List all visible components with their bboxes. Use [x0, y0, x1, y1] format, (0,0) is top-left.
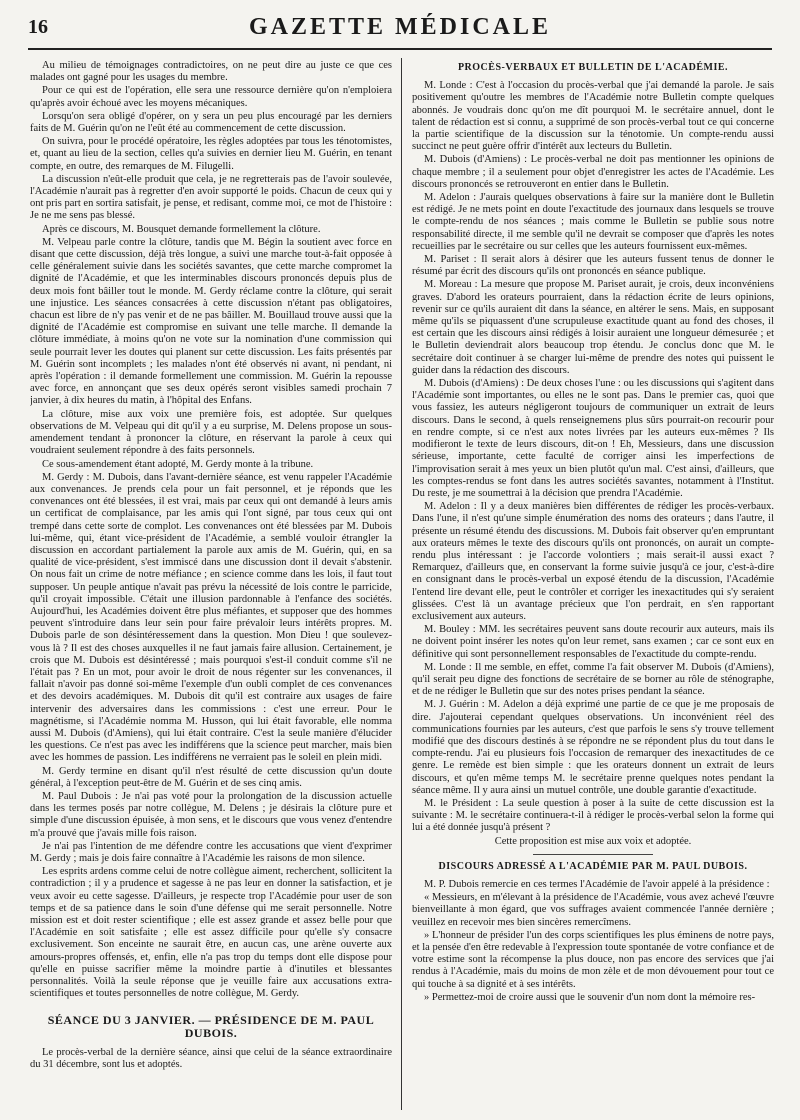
header-rule [28, 48, 772, 50]
paragraph: Je n'ai pas l'intention de me défendre contre les accusations que vient d'exprimer M. Gerdy ; mais je dois faire connaître à l'Académie les raisons de mon silence. [30, 840, 392, 864]
paragraph: » Permettez-moi de croire aussi que le souvenir d'un nom dont la mémoire res- [424, 991, 756, 1003]
page-number: 16 [28, 16, 48, 38]
vote-line: Cette proposition est mise aux voix et adoptée. [494, 835, 692, 847]
paragraph: M. P. Dubois remercie en ces termes l'Académie de l'avoir appelé à la présidence : [424, 879, 770, 890]
paragraph: Les esprits ardens comme celui de notre collègue aiment, recherchent, sollicitent la contradiction ; il y a prudence et sagesse à ne pas leur en donner la satisfaction, et je veux avoir eu cette sagesse. D'ailleurs, je respecte trop l'Académie pour user de son temps et de sa patience dans le soin d'une défense qui me serait personnelle. Notre mission est et doit rester scientifique ; elle est assez grande et assez belle pour que l'Académie en soit satisfaite ; elle est assez difficile pour qu'elle s'y consacre exclusivement. Son enceinte ne saurait être, en aucun cas, une arène ouverte aux amours-propres offensés, et, enfin, elle n'a pas trop du temps dont elle dispose pour qu'elle en puisse sacrifier même la moindre partie à d'inutiles et blessantes personnalités. Voilà la seule réponse que je veuille faire aux accusations extra-scientifiques et toutes personnelles de notre collègue, M. Gerdy. [30, 866, 392, 1000]
separator-rule [533, 854, 653, 855]
paragraph: On suivra, pour le procédé opératoire, les règles adoptées par tous les ténotomistes, et, quant au lieu de la section, celles qu'a suivies en dernier lieu M. Guérin, en tenant compte, en outre, des remarques de M. Filugelli. [30, 136, 392, 172]
session-paragraph: Le procès-verbal de la dernière séance, ainsi que celui de la séance extraordinaire du 31 décembre, sont lus et adoptés. [30, 1046, 392, 1071]
paragraph: M. Adelon : Il y a deux manières bien différentes de rédiger les procès-verbaux. Dans l'une, il n'est qu'une simple énumération des noms des orateurs ; dans l'autre, il présente un résumé étendu des discussions. M. Dubois fait observer qu'en empruntant aux orateurs mêmes le texte des discours qu'ils ont prononcés, on aurait un compte-rendu plus intéressant : je l'accorde volontiers ; mais serait-il aussi exact ? Remarquez, d'ailleurs que, en conservant la forme suivie jusqu'à ce jour, c'est-à-dire en consignant dans le procès-verbal un exposé étendu de la discussion, l'Académie l'entend lire devant elle, peut le contrôler et corriger les inexactitudes qui s'y seraient glissées. C'est là un avantage précieux que l'on perdrait, en s'en rapportant exclusivement aux auteurs. [412, 501, 774, 622]
paragraph: La clôture, mise aux voix une première fois, est adoptée. Sur quelques observations de M. Velpeau qui dit qu'il y a eu surprise, M. Delens propose un sous-amendement tendant à prononcer la clôture, en réservant la parole à ceux qui voudraient seulement répondre à des faits personnels. [30, 408, 392, 457]
paragraph: M. J. Guérin : M. Adelon a déjà exprimé une partie de ce que je me proposais de dire. J'ajouterai cependant quelques observations. Un inconvénient réel des communications fournies par les auteurs, c'est que parfois le sens s'y trouve tellement modifié que des discours destinés à se répondre ne se répondent plus du tout dans le compte-rendu. J'ai eu plusieurs fois l'occasion de remarquer des inexactitudes de ce genre. Le remède est bien simple : que les orateurs donnent un extrait de leurs discours, et qu'en même temps M. le secrétaire prenne quelques notes pendant la séance même. Il y aura ainsi un mutuel contrôle, une double garantie d'exactitude. [412, 699, 774, 796]
left-column [30, 60, 392, 1110]
paragraph: M. Moreau : La mesure que propose M. Pariset aurait, je crois, deux inconvéniens graves. D'abord les orateurs pourraient, dans la rédaction écrite de leurs opinions, revenir sur ce qu'ils auraient dit dans la séance, en altérer le sens. Mais, en supposant même qu'ils se piquassent d'une scrupuleuse exactitude quant au fond des choses, il est certain que les discours ainsi rédigés à loisir auraient une longueur démesurée ; et le Bulletin deviendrait alors beaucoup trop étendu. Je conclus donc que M. le secrétaire doit continuer à se charger lui-même de prendre des notes qui puissent le guider dans la rédaction des discours. [412, 279, 774, 376]
column-divider [401, 58, 402, 1110]
paragraph: M. Gerdy : M. Dubois, dans l'avant-dernière séance, est venu rappeler l'Académie aux convenances. Je prends cela pour un fait personnel, et je réponds que les convenances ont été blessées, il est vrai, mais par ceux qui ont demandé à leurs amis un certificat de complaisance, par les amis qui l'ont signé, par tous ceux qui ont trempé dans cette sorte de complot. Les convenances ont été blessées par M. Dubois lui-même, qui, étant vice-président de l'Académie, a semblé vouloir étrangler la discussion en accordant partialement la parole aux amis de M. Guérin, qui, en sa qualité de vice-président, s'est immiscé dans une discussion dont il devait s'abstenir. On nous fait un crime de notre méfiance ; en science comme dans les lois, il faut tout supposer. Un peuple antique n'avait pas prévu la nécessité de lois contre le parricide, qu'il croyait impossible. C'était une illusion pardonnable à l'enfance des sociétés. Aujourd'hui, les Académies doivent être plus méfiantes, et supposer que des hommes peuvent s'introduire dans leur sein pour faire prévaloir leurs intérêts propres. M. Dubois parle de son désintéressement dans la question. Mon Dieu ! que soulevez-vous là ? Il est des choses auxquelles il ne faut jamais faire allusion. Certainement, je crois que M. Dubois est désintéressé ; mais pourquoi s'est-il conduit comme s'il ne l'était pas ? En un mot, pour avoir le droit de nous régenter sur les convenances, il fallait n'avoir pas donné soi-même l'exemple d'un oubli complet de ces convenances et des devoirs académiques. M. Dubois dit qu'il est contraire aux usages de faire intervenir des adversaires dans les commissions : c'est une erreur. Pour le magnétisme, si l'Académie nomma M. Husson, qui lui était favorable, elle nomma aussi M. Dubois (d'Amiens), qui lui était contraire. C'est la seule manière d'élucider les questions. Ce n'est pas avec les indifférens que la science peut marcher, mais bien avec les hommes de passion. Les indifférens ne verraient pas le soleil en plein midi. [30, 471, 392, 764]
paragraph: M. Pariset : Il serait alors à désirer que les auteurs fussent tenus de donner le résumé par écrit des discours qu'ils ont prononcés en séance publique. [412, 254, 774, 278]
paragraph: M. Dubois (d'Amiens) : De deux choses l'une : ou les discussions qui s'agitent dans l'Académie sont importantes, ou elles ne le sont pas. Dans le premier cas, quoi que vous fassiez, les auteurs négligeront toujours de communiquer un extrait de leurs discours. Dans le second, à quels renseignemens plus sûrs pourrait-on recourir pour en rendre compte, si ce n'est aux notes livrées par les auteurs eux-mêmes ? Ils modifieront le texte de leurs discours, dit-on ! Eh, Messieurs, dans une discussion sérieuse, importante, cette faculté de corriger ainsi les imperfections de l'improvisation serait à mes yeux un bien plutôt qu'un mal. C'est ainsi, d'ailleurs, que les comptes-rendus se font dans les autres sociétés savantes, notamment à l'Institut. Du reste, je me soumettrai à la décision que prendra l'Académie. [412, 378, 774, 499]
paragraph: La discussion n'eût-elle produit que cela, je ne regretterais pas de l'avoir soulevée, l'Académie n'aurait pas à regretter d'en avoir supporté le poids. Chacun de ceux qui y ont pris part en sortira satisfait, je pense, et redisant, comme moi, ce mot de l'histoire : Je ne me sens pas blessé. [30, 173, 392, 222]
paragraph: « Messieurs, en m'élevant à la présidence de l'Académie, vous avez achevé l'œuvre bienveillante à mon égard, que vos suffrages avaient commencée l'année dernière ; veuillez en recevoir mes bien sincères remercîmens. [412, 892, 774, 928]
paragraph: M. Paul Dubois : Je n'ai pas voté pour la prolongation de la discussion actuelle dans les termes posés par notre collègue, M. Delens ; je désirais la clôture pure et simple d'une discussion épuisée, à mon sens, et le discours que vous venez d'entendre m'a prouvé que j'avais mille fois raison. [30, 790, 392, 839]
speech-heading: DISCOURS ADRESSÉ A L'ACADÉMIE PAR M. PAUL DUBOIS. [438, 860, 748, 872]
paragraph: M. Adelon : J'aurais quelques observations à faire sur la manière dont le Bulletin est rédigé. Je ne mets point en doute l'exactitude des journaux dans lesquels se trouve le compte-rendu de nos séances ; mais comme le Bulletin se publie sous notre responsabilité directe, il me semble qu'il ne devrait se composer que d'après les notes recueillies par le secrétaire ou sur celles que les auteurs fournissent eux-mêmes. [412, 192, 774, 252]
paragraph: Après ce discours, M. Bousquet demande formellement la clôture. [42, 223, 321, 235]
page-header [28, 14, 772, 48]
paragraph: Pour ce qui est de l'opération, elle sera une ressource dernière qu'on n'emploiera qu'après avoir échoué avec les moyens mécaniques. [30, 85, 392, 109]
paragraph: Lorsqu'on sera obligé d'opérer, on y sera un peu plus encouragé par les derniers faits de M. Guérin qu'on ne l'eût été au commencement de cette discussion. [30, 110, 392, 135]
right-column [412, 60, 774, 1110]
paragraph: M. Velpeau parle contre la clôture, tandis que M. Bégin la soutient avec force en disant que cette discussion, déjà très longue, a suivi une marche tout-à-fait opposée à celle généralement suivie dans les sociétés savantes, que cette marche compromet la dignité de l'Académie, et que les interminables discours prononcés depuis plus de deux mois font bâiller tout le monde. M. Gerdy réclame contre la clôture, qui serait une injustice. Les séances consacrées à cette discussion n'étant pas obligatoires, chacun est libre de n'y pas venir et de ne pas bâiller. M. Bouillaud trouve aussi que la dignité de l'Académie est compromise en suivant une telle marche. Il demande la clôture immédiate, à moins qu'on ne vote sur la nomination d'une commission qui seule pourrait lever les doutes qui planent sur cette discussion. Les faits présentés par M. Guérin sont incomplets ; les malades n'ont été observés ni avant, ni pendant, ni après l'opération : il demande formellement une commission. M. Guérin la repousse avec force, en annonçant que ses deux opérés seront visibles samedi prochain 7 janvier, à dix heures du matin, à l'hôpital des Enfans. [30, 236, 392, 407]
paragraph: Ce sous-amendement étant adopté, M. Gerdy monte à la tribune. [42, 458, 314, 470]
session-heading: SÉANCE DU 3 JANVIER. — PRÉSIDENCE DE M. PAUL DUBOIS. [47, 1013, 375, 1040]
paragraph: » L'honneur de présider l'un des corps scientifiques les plus éminens de notre pays, et la pensée d'en être redevable à l'expression toute spontanée de votre confiance et de votre estime sont la récompense la plus douce, non pas encore des services que j'ai rendus à l'Académie, mais du moins de mon zèle et de mon dévouement pour tout ce qui touche à sa dignité et à ses intérêts. [412, 929, 774, 990]
paragraph: M. Londe : C'est à l'occasion du procès-verbal que j'ai demandé la parole. Je sais positivement qu'outre les membres de l'Académie notre Bulletin compte quelques abonnés. Je voudrais donc qu'on me dît pourquoi M. le secrétaire annuel, dont le talent de rédaction est si connu, a supprimé de son procès-verbal tout ce qui concerne la partie scientifique de la discussion sur la ténotomie. Un compte-rendu aussi succinct ne peut guère offrir d'intérêt aux lecteurs du Bulletin. [412, 80, 774, 153]
paragraph: M. le Président : La seule question à poser à la suite de cette discussion est la suivante : M. le secrétaire continuera-t-il à rédiger le procès-verbal selon la forme qui lui a été donnée jusqu'à présent ? [412, 797, 774, 834]
paragraph: Au milieu de témoignages contradictoires, on ne peut dire au juste ce que ces malades ont gagné pour les usages du membre. [30, 60, 392, 84]
masthead-title: GAZETTE MÉDICALE [248, 14, 552, 40]
paragraph: M. Bouley : MM. les secrétaires peuvent sans doute recourir aux auteurs, mais ils ne doivent point insérer les notes qu'on leur remet, sans examen ; car ce sont eux en définitive qui sont personnellement responsables de l'exactitude du compte-rendu. [412, 624, 774, 660]
paragraph: M. Dubois (d'Amiens) : Le procès-verbal ne doit pas mentionner les opinions de chaque membre ; il a seulement pour objet d'enregistrer les actes de l'Académie. Les discours prononcés se retrouveront en entier dans le Bulletin. [412, 154, 774, 190]
paragraph: M. Londe : Il me semble, en effet, comme l'a fait observer M. Dubois (d'Amiens), qu'il serait peu digne des fonctions de secrétaire de se borner au rôle de sténographe, et de ne rédiger le Bulletin que sur des notes prises pendant la séance. [412, 661, 774, 698]
section-heading: PROCÈS-VERBAUX ET BULLETIN DE L'ACADÉMIE. [457, 62, 729, 73]
paragraph: M. Gerdy termine en disant qu'il n'est résulté de cette discussion qu'un doute général, à l'exception peut-être de M. Guérin et de ses cinq amis. [30, 765, 392, 789]
